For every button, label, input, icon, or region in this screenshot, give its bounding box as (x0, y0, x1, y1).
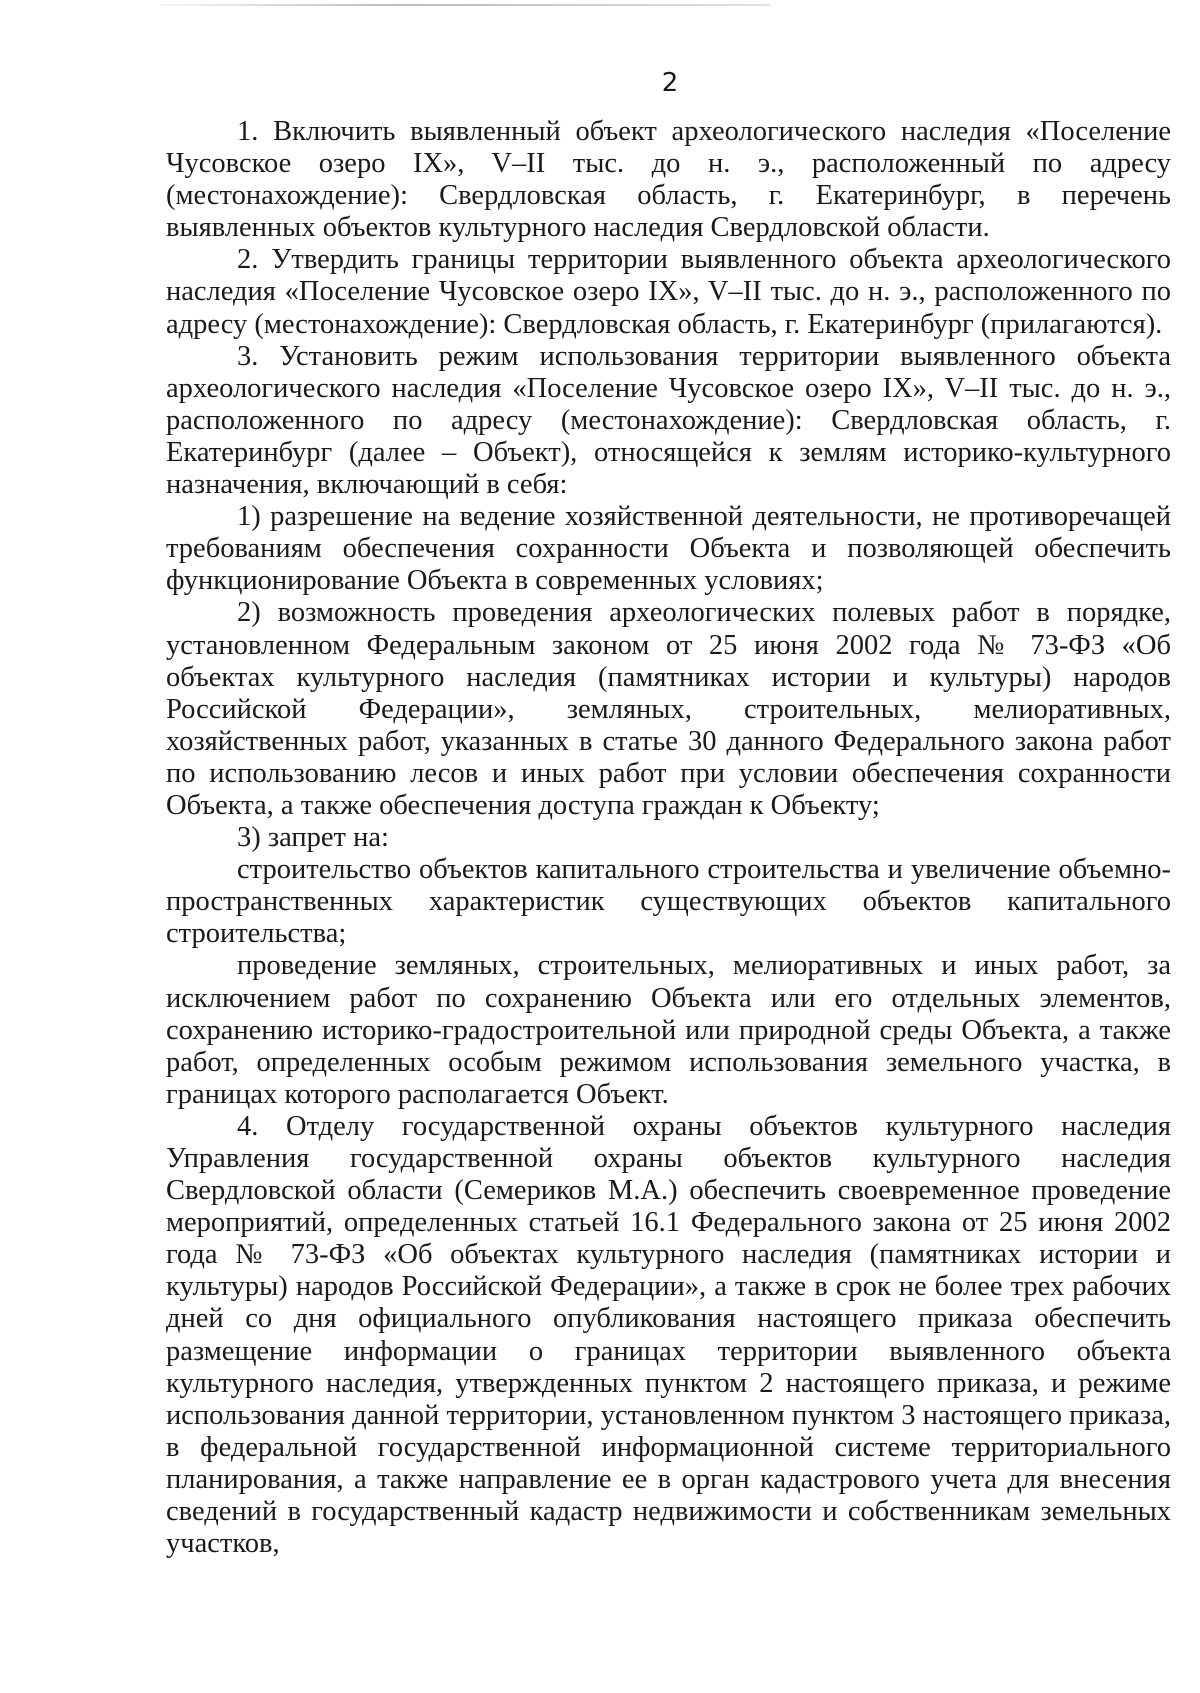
paragraph-item-4-department: 4. Отделу государственной охраны объектов культурного наследия Управления государственной охраны объектов культурного наследия Свердловской области (Семериков М.А.) обеспечить своевременное проведение мероприятий, определенных статьей 16.1 Федерального закона от 25 июня 2002 года № 73-ФЗ «Об объектах культурного наследия (памятниках истории и культуры) народов Российской Федерации», а также в срок не более трех рабочих дней со дня официального опубликования настоящего приказа обеспечить размещение информации о границах территории выявленного объекта культурного наследия, утвержденных пунктом 2 настоящего приказа, и режиме использования данной территории, установленном пунктом 3 настоящего приказа, в федеральной государственной информационной системе территориального планирования, а также направление ее в орган кадастрового учета для внесения сведений в государственный кадастр недвижимости и собственникам земельных участков, (166, 1110, 1171, 1560)
paragraph-item-1-include: 1. Включить выявленный объект археологического наследия «Поселение Чусовское озеро IX», V–II тыс. до н. э., расположенный по адресу (местонахождение): Свердловская область, г. Екатеринбург, в перечень выявленных объектов культурного наследия Свердловской области. (166, 116, 1171, 244)
paragraph-item-3-regime: 3. Установить режим использования территории выявленного объекта археологического наследия «Поселение Чусовское озеро IX», V–II тыс. до н. э., расположенного по адресу (местонахождение): Свердловская область, г. Екатеринбург (далее – Объект), относящейся к землям историко-культурного назначения, включающий в себя: (166, 340, 1171, 501)
paragraph-item-2-boundaries: 2. Утвердить границы территории выявленного объекта археологического наследия «Поселение Чусовское озеро IX», V–II тыс. до н. э., расположенного по адресу (местонахождение): Свердловская область, г. Екатеринбург (прилагаются). (166, 244, 1171, 340)
scan-edge-line (160, 4, 770, 6)
paragraph-subitem-3-prohibition: 3) запрет на: (237, 822, 389, 854)
paragraph-prohibition-works: проведение земляных, строительных, мелиоративных и иных работ, за исключением работ по сохранению Объекта или его отдельных элементов, сохранению историко-градостроительной или природной среды Объекта, а также работ, определенных особым режимом использования земельного участка, в границах которого располагается Объект. (166, 950, 1171, 1110)
document-body (166, 116, 1171, 1560)
page-number: 2 (661, 68, 679, 98)
paragraph-subitem-1-permission: 1) разрешение на ведение хозяйственной деятельности, не противоречащей требованиям обеспечения сохранности Объекта и позволяющей обеспечить функционирование Объекта в современных условиях; (166, 501, 1171, 597)
paragraph-prohibition-construction: строительство объектов капитального строительства и увеличение объемно-пространственных характеристик существующих объектов капитального строительства; (166, 854, 1171, 950)
paragraph-subitem-2-possibility: 2) возможность проведения археологических полевых работ в порядке, установленном Федеральным законом от 25 июня 2002 года № 73-ФЗ «Об объектах культурного наследия (памятниках истории и культуры) народов Российской Федерации», земляных, строительных, мелиоративных, хозяйственных работ, указанных в статье 30 данного Федерального закона работ по использованию лесов и иных работ при условии обеспечения сохранности Объекта, а также обеспечения доступа граждан к Объекту; (166, 597, 1171, 821)
